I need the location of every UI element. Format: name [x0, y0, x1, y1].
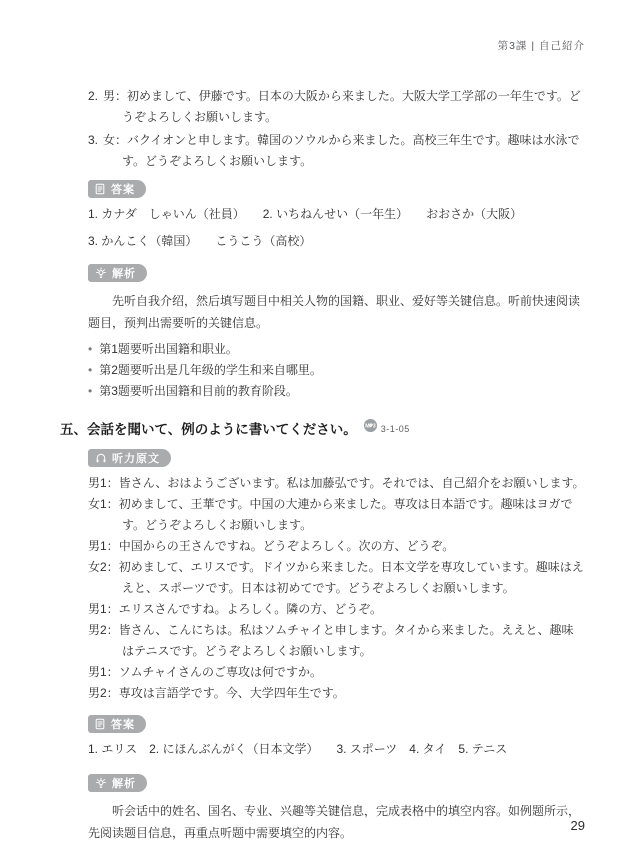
analysis-badge [88, 774, 147, 792]
speaker-label: 男： [103, 89, 128, 103]
memo-icon [95, 718, 106, 730]
answer-section [88, 180, 585, 198]
dialogue-text: 中国からの王さんですね。どうぞよろしく。次の方、どうぞ。 [118, 539, 455, 553]
transcript-badge-label: 听力原文 [112, 453, 160, 465]
answer-line: 3. かんこく（韓国） こうこう（高校） [88, 234, 312, 248]
bullet-marker: • [88, 342, 93, 356]
speaker-label: 男1： [88, 602, 119, 616]
bullet-item [88, 360, 585, 381]
transcript-badge [88, 449, 171, 467]
dialogue-text: ソムチャイさんのご専攻は何ですか。 [118, 665, 322, 679]
bullet-marker: • [88, 384, 93, 398]
item-number: 2. [88, 89, 99, 103]
section-heading [60, 418, 585, 440]
audio-track [363, 418, 410, 439]
dialogue-line [88, 683, 585, 704]
dialogue-text: 初めまして、エリスです。ドイツから来ました。日本文学を専攻しています。趣味はええと、スポーツです。日本は初めてです。どうぞよろしくお願いします。 [118, 560, 584, 595]
item-text: 初めまして、伊藤です。日本の大阪から来ました。大阪大学工学部の一年生です。どうぞよろしくお願いします。 [122, 89, 581, 124]
exercise4-items [88, 86, 585, 172]
analysis-paragraph: 听会话中的姓名、国名、专业、兴趣等关键信息，完成表格中的填空内容。如例题所示，先阅读题目信息，再重点听题中需要填空的内容。 [88, 804, 581, 840]
dialogue-text: 初めまして、王華です。中国の大連から来ました。専攻は日本語です。趣味はヨガです。どうぞよろしくお願いします。 [118, 497, 573, 532]
analysis-paragraph: 先听自我介绍，然后填写题目中相关人物的国籍、职业、爱好等关键信息。听前快速阅读题目，预判出需要听的关键信息。 [88, 294, 581, 330]
dialogue-text: 専攻は言語学です。今、大学四年生です。 [118, 686, 345, 700]
answer-badge-label: 答案 [111, 184, 135, 196]
speaker-label: 男2： [88, 686, 119, 700]
page-number: 29 [570, 818, 585, 833]
dialogue-text: エリスさんですね。よろしく。隣の方、どうぞ。 [118, 602, 382, 616]
memo-icon [95, 183, 106, 195]
dialogue-line [88, 662, 585, 683]
speaker-label: 男1： [88, 665, 119, 679]
running-header: 第3課 | 自己紹介 [497, 40, 585, 52]
lightbulb-icon [95, 777, 107, 789]
mp3-disc-icon [363, 418, 378, 439]
answer-badge [88, 180, 146, 198]
speaker-label: 女1： [88, 497, 119, 511]
answer-line: 1. エリス 2. にほんぶんがく（日本文学） 3. スポーツ 4. タイ 5. テニス [88, 742, 508, 756]
speaker-label: 女2： [88, 560, 119, 574]
dialogue-text: 皆さん、こんにちは。私はソムチャイと申します。タイから来ました。ええと、趣味はテニスです。どうぞよろしくお願いします。 [118, 623, 574, 658]
dialogue-line [88, 494, 585, 536]
bullet-item [88, 381, 585, 402]
analysis-badge-label: 解析 [112, 778, 136, 790]
bullet-item [88, 339, 585, 360]
dialogue-line [88, 536, 585, 557]
dialogue-transcript [88, 473, 585, 704]
analysis-section [88, 264, 585, 282]
answer-badge [88, 715, 146, 733]
speaker-label: 女： [103, 133, 128, 147]
answer-section [88, 715, 585, 733]
svg-text:MP3: MP3 [365, 423, 376, 430]
bullet-marker: • [88, 363, 93, 377]
answer-line: 1. カナダ しゃいん（社員） 2. いちねんせい（一年生） おおさか（大阪） [88, 207, 523, 221]
answer-badge-label: 答案 [111, 719, 135, 731]
section-heading-text: 五、会話を聞いて、例のように書いてください。 [60, 422, 357, 437]
transcript-section [88, 449, 585, 467]
audio-track-number: 3-1-05 [380, 423, 410, 434]
dialogue-text: 皆さん、おはようございます。私は加藤弘です。それでは、自己紹介をお願いします。 [118, 476, 585, 490]
headphones-icon [95, 452, 107, 464]
dialogue-line [88, 599, 585, 620]
speaker-label: 男1： [88, 476, 119, 490]
analysis-bullets [88, 339, 585, 402]
page-content [60, 36, 585, 844]
bullet-text: 第3题要听出国籍和目前的教育阶段。 [99, 384, 298, 398]
dialogue-line [88, 473, 585, 494]
item-number: 3. [88, 133, 99, 147]
speaker-label: 男2： [88, 623, 119, 637]
lightbulb-icon [95, 267, 107, 279]
item-text: バクイオンと申します。韓国のソウルから来ました。高校三年生です。趣味は水泳です。どうぞよろしくお願いします。 [122, 133, 580, 168]
speaker-label: 男1： [88, 539, 119, 553]
list-item [88, 130, 585, 172]
analysis-section [88, 774, 585, 792]
bullet-text: 第1题要听出国籍和职业。 [99, 342, 238, 356]
bullet-text: 第2题要听出是几年级的学生和来自哪里。 [99, 363, 322, 377]
list-item [88, 86, 585, 128]
dialogue-line [88, 620, 585, 662]
analysis-badge-label: 解析 [112, 268, 136, 280]
dialogue-line [88, 557, 585, 599]
analysis-badge [88, 264, 147, 282]
